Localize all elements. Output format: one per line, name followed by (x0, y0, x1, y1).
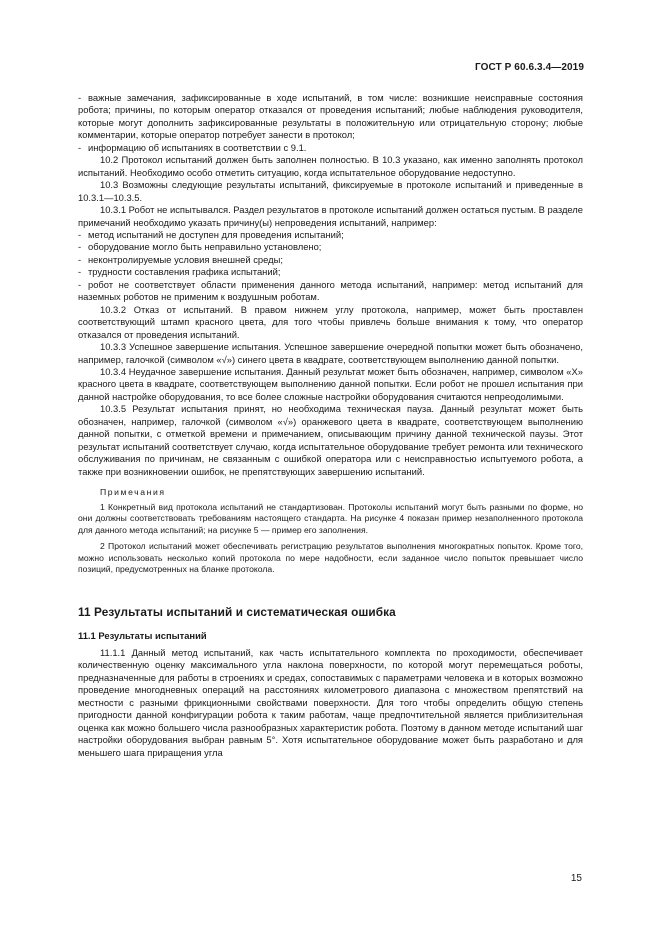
list-item: - робот не соответствует области применения данного метода испытаний, например: метод испытаний для наземных роботов не применим к воздушным роботам. (78, 278, 583, 303)
page-content (78, 92, 583, 759)
list-item: - неконтролируемые условия внешней среды; (78, 253, 283, 265)
paragraph-10-3-1: 10.3.1 Робот не испытывался. Раздел результатов в протоколе испытаний должен остаться пустым. В разделе примечаний необходимо указать причину(ы) непроведения испытаний, например: (78, 204, 583, 228)
list-item: - информацию об испытаниях в соответствии с 9.1. (78, 141, 307, 153)
paragraph-10-2: 10.2 Протокол испытаний должен быть заполнен полностью. В 10.3 указано, как именно заполнять протокол испытаний. Необходимо особо отметить ситуацию, когда испытательное оборудование недоступно. (78, 154, 583, 178)
list-item: - важные замечания, зафиксированные в ходе испытаний, в том числе: возникшие неисправные состояния робота; причины, по которым оператор отказался от проведения испытаний; любые наблюдения руководителя, которые могут дополнить зафиксированные результаты в положительную или отрицательную сторону; любые комментарии, которые оператор потребует занести в протокол; (78, 92, 583, 141)
paragraph-10-3: 10.3 Возможны следующие результаты испытаний, фиксируемые в протоколе испытаний и приведенные в 10.3.1—10.3.5. (78, 179, 583, 203)
paragraph-10-3-4: 10.3.4 Неудачное завершение испытания. Данный результат может быть обозначен, например, символом «X» красного цвета в квадрате, соответствующем выполнению данной попытки. Если робот не прошел испытания при данной настройке оборудования, то все более сложные настройки оборудования считаются непреодолимыми. (78, 365, 583, 402)
paragraph-10-3-3: 10.3.3 Успешное завершение испытания. Успешное завершение очередной попытки может быть обозначено, например, галочкой (символом «√») синего цвета в квадрате, соответствующем выполнению данной попытки. (78, 341, 583, 365)
list-item: - оборудование могло быть неправильно установлено; (78, 241, 322, 253)
paragraph-10-3-2: 10.3.2 Отказ от испытаний. В правом нижнем углу протокола, например, может быть проставлен соответствующий штамп красного цвета, для того чтобы привлечь больше внимания к тому, что оператор отказался от проведения испытаний. (78, 303, 583, 340)
notes-title: Примечания (100, 487, 166, 498)
section-title: 11 Результаты испытаний и систематическая ошибка (78, 605, 396, 620)
page-number: 15 (570, 873, 582, 884)
note-2: 2 Протокол испытаний может обеспечивать регистрацию результатов выполнения многократных попыток. Кроме того, можно использовать несколько копий протокола по мере надобности, если заданное число попыток превышает число позиций, предусмотренных на бланке протокола. (78, 541, 583, 575)
paragraph-11-1-1: 11.1.1 Данный метод испытаний, как часть испытательного комплекта по проходимости, обеспечивает количественную оценку максимального угла наклона поверхности, по которой могут перемещаться роботы, предназначенные для работы в строениях и средах, сопоставимых с параметрами человека и в которых возможно проведение многодневных операций на расстояниях километрового диапазона с множеством препятствий на местности с разными фрикционными свойствами поверхности. Для того чтобы определить общую степень пригодности данной конфигурации робота к таким работам, чаще предпочтительной является приблизительная оценка как можно большего числа разнообразных характеристик робота. Поэтому в данном методе испытаний шаг настройки оборудования выбран равным 5°. Хотя испытательное оборудование может быть разработано и для меньшего шага приращения угла (78, 646, 583, 758)
document-code: ГОСТ Р 60.6.3.4—2019 (474, 62, 584, 73)
subsection-title: 11.1 Результаты испытаний (78, 629, 207, 641)
list-item: - метод испытаний не доступен для проведения испытаний; (78, 228, 344, 240)
list-item: - трудности составления графика испытаний; (78, 266, 281, 278)
paragraph-10-3-5: 10.3.5 Результат испытания принят, но необходима техническая пауза. Данный результат может быть обозначен, например, галочкой (символом «√») оранжевого цвета в квадрате, соответствующем выполнению данной попытки, с отметкой времени и примечанием, описывающим причину данной технической паузы. Этот результат испытаний соответствует случаю, когда испытательное оборудование требует ремонта или технического обслуживания по причинам, не связанным с ошибкой оператора или с неисправностью испытуемого робота, а также при возникновении ошибок, не препятствующих завершению испытаний. (78, 403, 583, 477)
note-1: 1 Конкретный вид протокола испытаний не стандартизован. Протоколы испытаний могут быть разными по форме, но они должны соответствовать требованиям настоящего стандарта. На рисунке 4 показан пример незаполненного протокола для данного метода испытаний; на рисунке 5 — пример его заполнения. (78, 501, 583, 535)
